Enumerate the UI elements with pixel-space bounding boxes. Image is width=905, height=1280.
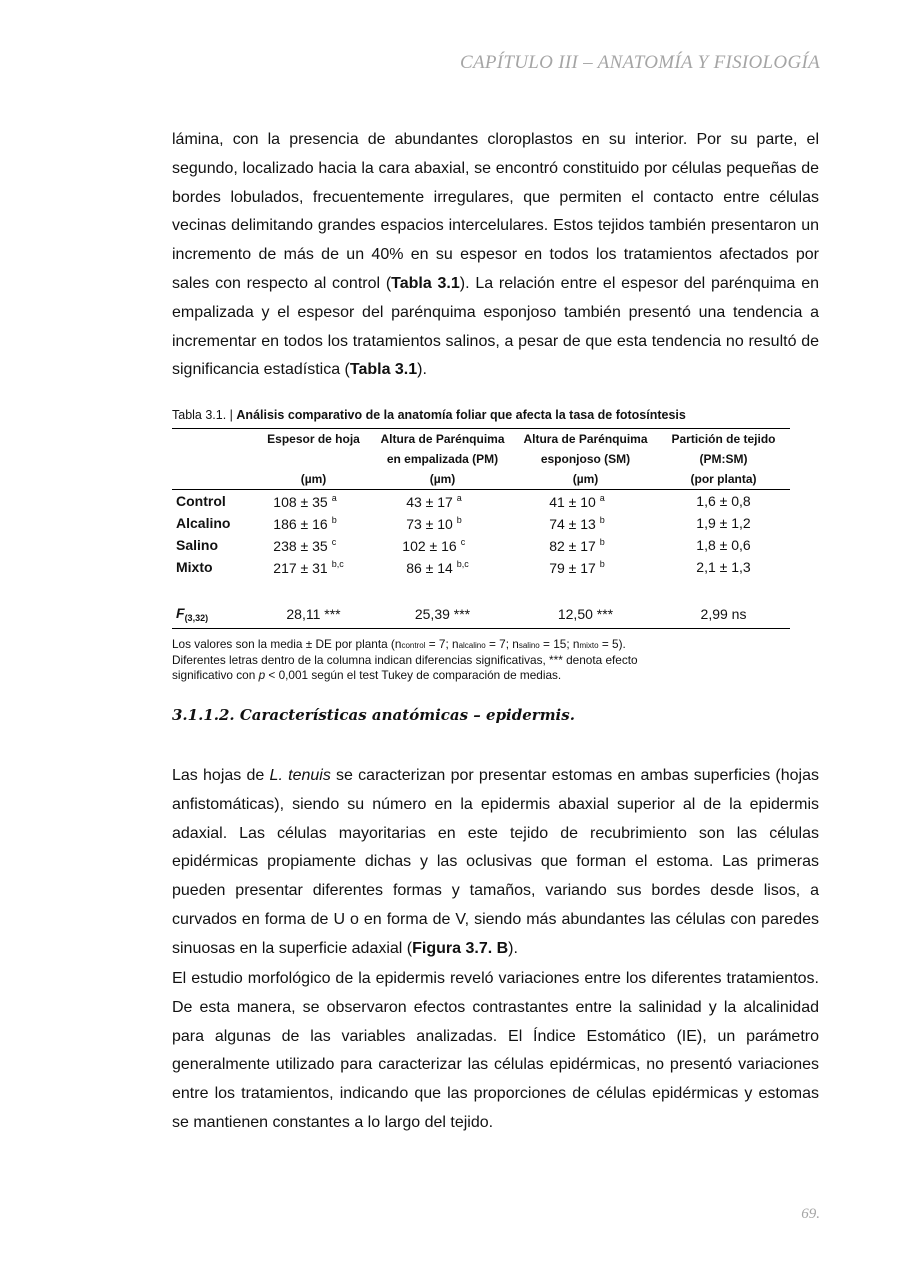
cell-leaf-thickness (256, 490, 371, 513)
paragraph-1 (172, 126, 819, 385)
cell-partition: 1,8 ± 0,6 (696, 537, 751, 553)
f-symbol: F (176, 605, 185, 621)
header-cell-empty (172, 469, 256, 490)
header-partition: Partición de tejido (657, 429, 790, 450)
note-text: < 0,001 según el test Tukey de comparación de medias. (265, 668, 562, 682)
table-note-3 (172, 668, 792, 683)
significance-letter: b (456, 514, 462, 525)
header-leaf-thickness-2 (256, 449, 371, 469)
value: 102 ± 16 (402, 537, 457, 554)
significance-letter: a (331, 492, 337, 503)
table-reference-1: Tabla 3.1 (391, 274, 460, 292)
note-text: = 5). (598, 637, 626, 651)
species-name: L. tenuis (269, 767, 331, 784)
header-partition-2: (PM:SM) (699, 452, 748, 466)
row-label: Mixto (176, 559, 213, 575)
table-reference-2: Tabla 3.1 (349, 361, 418, 379)
table-caption-prefix: Tabla 3.1. | (172, 408, 237, 422)
header-cell-empty (172, 449, 256, 469)
note-text: significativo con (172, 668, 259, 682)
paragraph-3: El estudio morfológico de la epidermis reveló variaciones entre los diferentes tratamientos. De esta manera, se observaron efectos contrastantes entre la salinidad y la alcalinidad para algunas de las variables analizadas. El Índice Estomático (IE), un parámetro generalmente utilizado para caracterizar las células epidérmicas, no presentó variaciones entre los tratamientos, indicando que las proporciones de células epidérmicas y estomas se mantienen constantes a lo largo del tejido. (172, 970, 819, 1131)
cell-leaf-thickness (256, 512, 371, 534)
note-subscript: control (401, 641, 426, 650)
significance-letter: c (331, 536, 337, 547)
table-row-salino (172, 534, 790, 556)
header-row-2 (172, 449, 790, 469)
paragraph-2-text-c: ). (508, 939, 518, 957)
header-spongy-2: esponjoso (SM) (540, 452, 631, 466)
header-palisade-2: en empalizada (PM) (386, 452, 499, 466)
cell-spongy (514, 556, 657, 578)
anatomy-table (172, 428, 790, 629)
row-label: Control (176, 493, 226, 509)
header-spongy: Altura de Parénquima (514, 429, 657, 450)
significance-letter: b (599, 536, 605, 547)
paragraph-1-text-a: lámina, con la presencia de abundantes cloroplastos en su interior. Por su parte, el segundo, localizado hacia la cara abaxial, se encontró constituido por células pequeñas de bordes lobulados, frecuentemente irregulares, que permiten el contacto entre células vecinas delimitando grandes espacios intercelulares. Estos tejidos también presentaron un incremento de más de un 40% en su espesor en todos los tratamientos afectados por sales con respecto al control ( (172, 131, 819, 292)
value: 86 ± 14 (406, 559, 453, 576)
table-caption-title: Análisis comparativo de la anatomía foliar que afecta la tasa de fotosíntesis (236, 408, 686, 422)
figure-reference: Figura 3.7. B (412, 939, 509, 957)
value: 41 ± 10 (549, 493, 596, 510)
section-heading: 3.1.1.2. Características anatómicas – epidermis. (172, 706, 575, 724)
unit-leaf-thickness: (µm) (256, 469, 371, 490)
row-label: Salino (176, 537, 219, 553)
significance-letter: b,c (456, 558, 469, 569)
table-row-mixto (172, 556, 790, 578)
cell-palisade (371, 512, 514, 534)
table-note-2: Diferentes letras dentro de la columna indican diferencias significativas, *** denota efecto (172, 653, 638, 667)
significance-letter: b (599, 558, 605, 569)
paragraph-1-text-c: ). (417, 361, 427, 379)
paragraph-2-text-b: se caracterizan por presentar estomas en ambas superficies (hojas anfistomáticas), siendo su número en la epidermis abaxial superior al de la epidermis adaxial. Las células mayoritarias en este tejido de recubrimiento son las células epidérmicas propiamente dichas y las oclusivas que forman el estoma. Las primeras pueden presentar diferentes formas y tamaños, variando sus bordes desde lisos, a curvados en forma de U o en forma de V, siendo más abundantes las células con paredes sinuosas en la superficie adaxial ( (172, 767, 820, 957)
table-caption (172, 406, 792, 424)
cell-spongy (514, 512, 657, 534)
significance-letter: b (599, 514, 605, 525)
unit-palisade: (µm) (371, 469, 514, 490)
f-leaf-thickness: 28,11 *** (256, 600, 371, 629)
value: 217 ± 31 (273, 559, 328, 576)
value: 79 ± 17 (549, 559, 596, 576)
table-notes (172, 637, 792, 683)
significance-letter: a (599, 492, 605, 503)
paragraph-2-text-a: Las hojas de (172, 767, 270, 784)
header-palisade: Altura de Parénquima (371, 429, 514, 450)
f-degrees-freedom: (3,32) (184, 613, 209, 623)
row-label: Alcalino (176, 515, 231, 531)
value: 74 ± 13 (549, 515, 596, 532)
significance-letter: b,c (331, 558, 344, 569)
value: 73 ± 10 (406, 515, 453, 532)
note-text: = 7; n (425, 637, 459, 651)
note-subscript: salino (518, 641, 540, 650)
cell-spongy (514, 490, 657, 513)
note-text: Los valores son la media ± DE por planta (n (172, 637, 402, 651)
table-row-control (172, 490, 790, 513)
note-subscript: mixto (579, 641, 599, 650)
cell-partition: 2,1 ± 1,3 (696, 559, 751, 575)
significance-letter: c (460, 536, 466, 547)
cell-palisade (371, 534, 514, 556)
spacer-cell (172, 578, 790, 600)
cell-palisade (371, 490, 514, 513)
note-p-symbol: p (258, 668, 266, 682)
page-number: 69. (801, 1206, 820, 1222)
table-spacer-row (172, 578, 790, 600)
header-units-row (172, 469, 790, 490)
significance-letter: a (456, 492, 462, 503)
row-label-f (172, 600, 256, 629)
note-text: = 15; n (539, 637, 580, 651)
header-leaf-thickness: Espesor de hoja (256, 429, 371, 450)
value: 82 ± 17 (549, 537, 596, 554)
value: 238 ± 35 (273, 537, 328, 554)
cell-spongy (514, 534, 657, 556)
f-partition: 2,99 ns (657, 600, 790, 629)
value: 43 ± 17 (406, 493, 453, 510)
significance-letter: b (331, 514, 337, 525)
cell-leaf-thickness (256, 556, 371, 578)
cell-palisade (371, 556, 514, 578)
note-subscript: alcalino (458, 641, 486, 650)
chapter-header: CAPÍTULO III – ANATOMÍA Y FISIOLOGÍA (459, 52, 820, 73)
cell-partition: 1,6 ± 0,8 (696, 493, 751, 509)
cell-partition: 1,9 ± 1,2 (696, 515, 751, 531)
header-row-1 (172, 429, 790, 450)
value: 108 ± 35 (273, 493, 328, 510)
f-spongy: 12,50 *** (514, 600, 657, 629)
value: 186 ± 16 (273, 515, 328, 532)
paragraph-2 (172, 762, 819, 964)
table-note-1 (172, 637, 792, 653)
f-palisade: 25,39 *** (371, 600, 514, 629)
table-3-1 (172, 406, 792, 683)
note-text: = 7; n (485, 637, 519, 651)
table-row-f-statistic (172, 600, 790, 629)
unit-partition: (por planta) (657, 469, 790, 490)
unit-spongy: (µm) (514, 469, 657, 490)
table-row-alcalino (172, 512, 790, 534)
header-cell-empty (172, 429, 256, 450)
paragraph-1-text-b: ). La relación entre el espesor del parénquima en empalizada y el espesor del parénquima esponjoso también presentó una tendencia a incrementar en todos los tratamientos salinos, a pesar de que esta tendencia no resultó de significancia estadística ( (172, 274, 820, 379)
cell-leaf-thickness (256, 534, 371, 556)
